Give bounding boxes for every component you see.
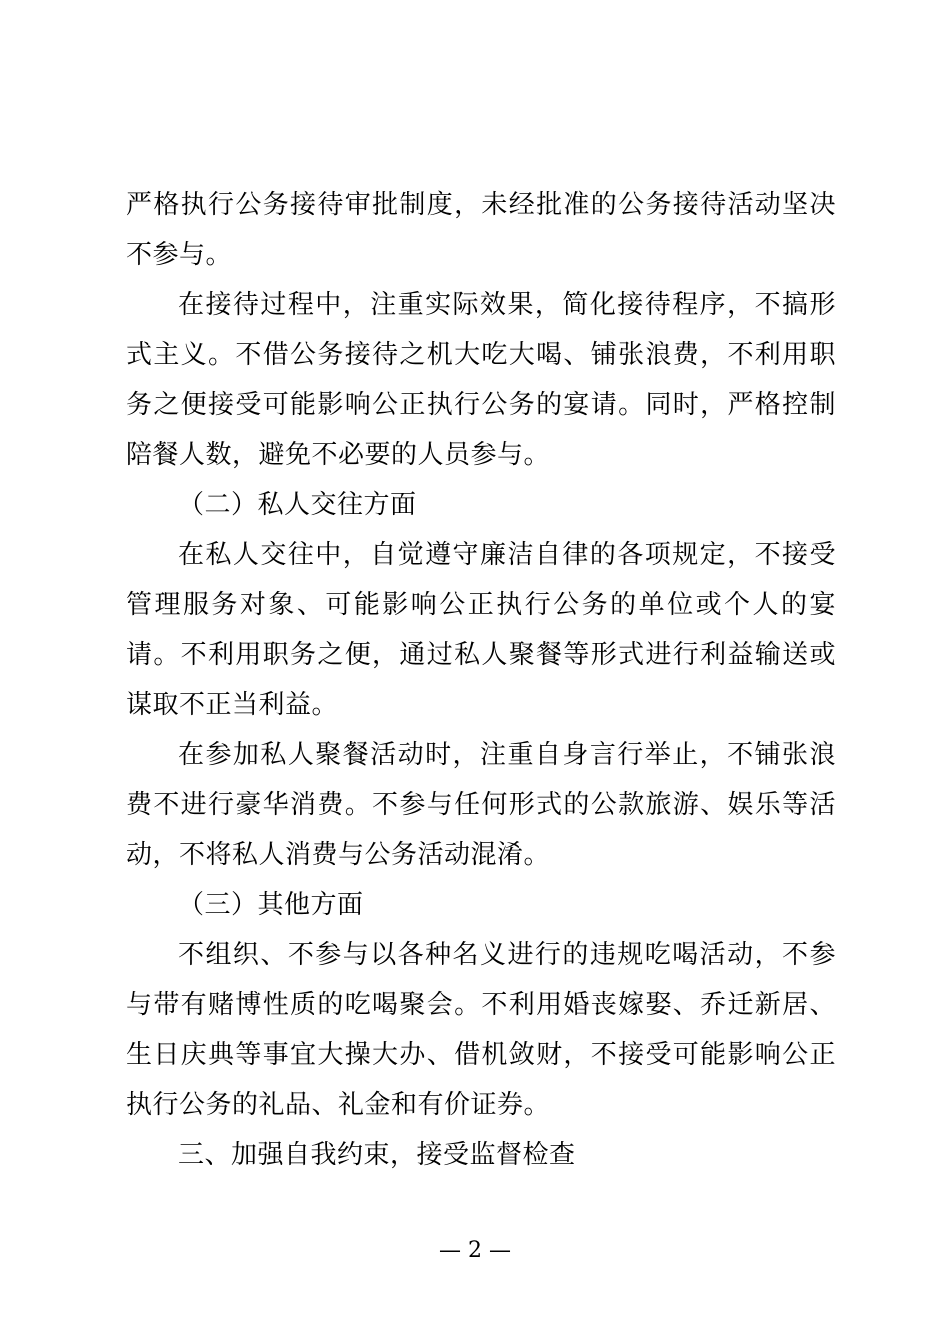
section-heading-self-discipline: 三、加强自我约束，接受监督检查 <box>178 1140 576 1170</box>
paragraph-approval-system: 严格执行公务接待审批制度，未经批准的公务接待活动坚决不参与。 <box>126 190 836 270</box>
section-heading-private-contacts: （二）私人交往方面 <box>178 490 417 520</box>
paragraph-other-aspects: 不组织、不参与以各种名义进行的违规吃喝活动，不参与带有赌博性质的吃喝聚会。不利用婚丧嫁娶、乔迁新居、生日庆典等事宜大操大办、借机敛财，不接受可能影响公正执行公务的礼品、礼金和有价证券。 <box>126 940 836 1120</box>
paragraph-private-contacts: 在私人交往中，自觉遵守廉洁自律的各项规定，不接受管理服务对象、可能影响公正执行公务的单位或个人的宴请。不利用职务之便，通过私人聚餐等形式进行利益输送或谋取不正当利益。 <box>126 540 836 720</box>
document-body <box>126 180 836 1180</box>
section-heading-other-aspects: （三）其他方面 <box>178 890 364 920</box>
paragraph-reception-process: 在接待过程中，注重实际效果，简化接待程序，不搞形式主义。不借公务接待之机大吃大喝、铺张浪费，不利用职务之便接受可能影响公正执行公务的宴请。同时，严格控制陪餐人数，避免不必要的人员参与。 <box>126 290 836 470</box>
page-number: — 2 — <box>439 1238 511 1263</box>
paragraph-private-dining: 在参加私人聚餐活动时，注重自身言行举止，不铺张浪费不进行豪华消费。不参与任何形式的公款旅游、娱乐等活动，不将私人消费与公务活动混淆。 <box>126 740 836 870</box>
